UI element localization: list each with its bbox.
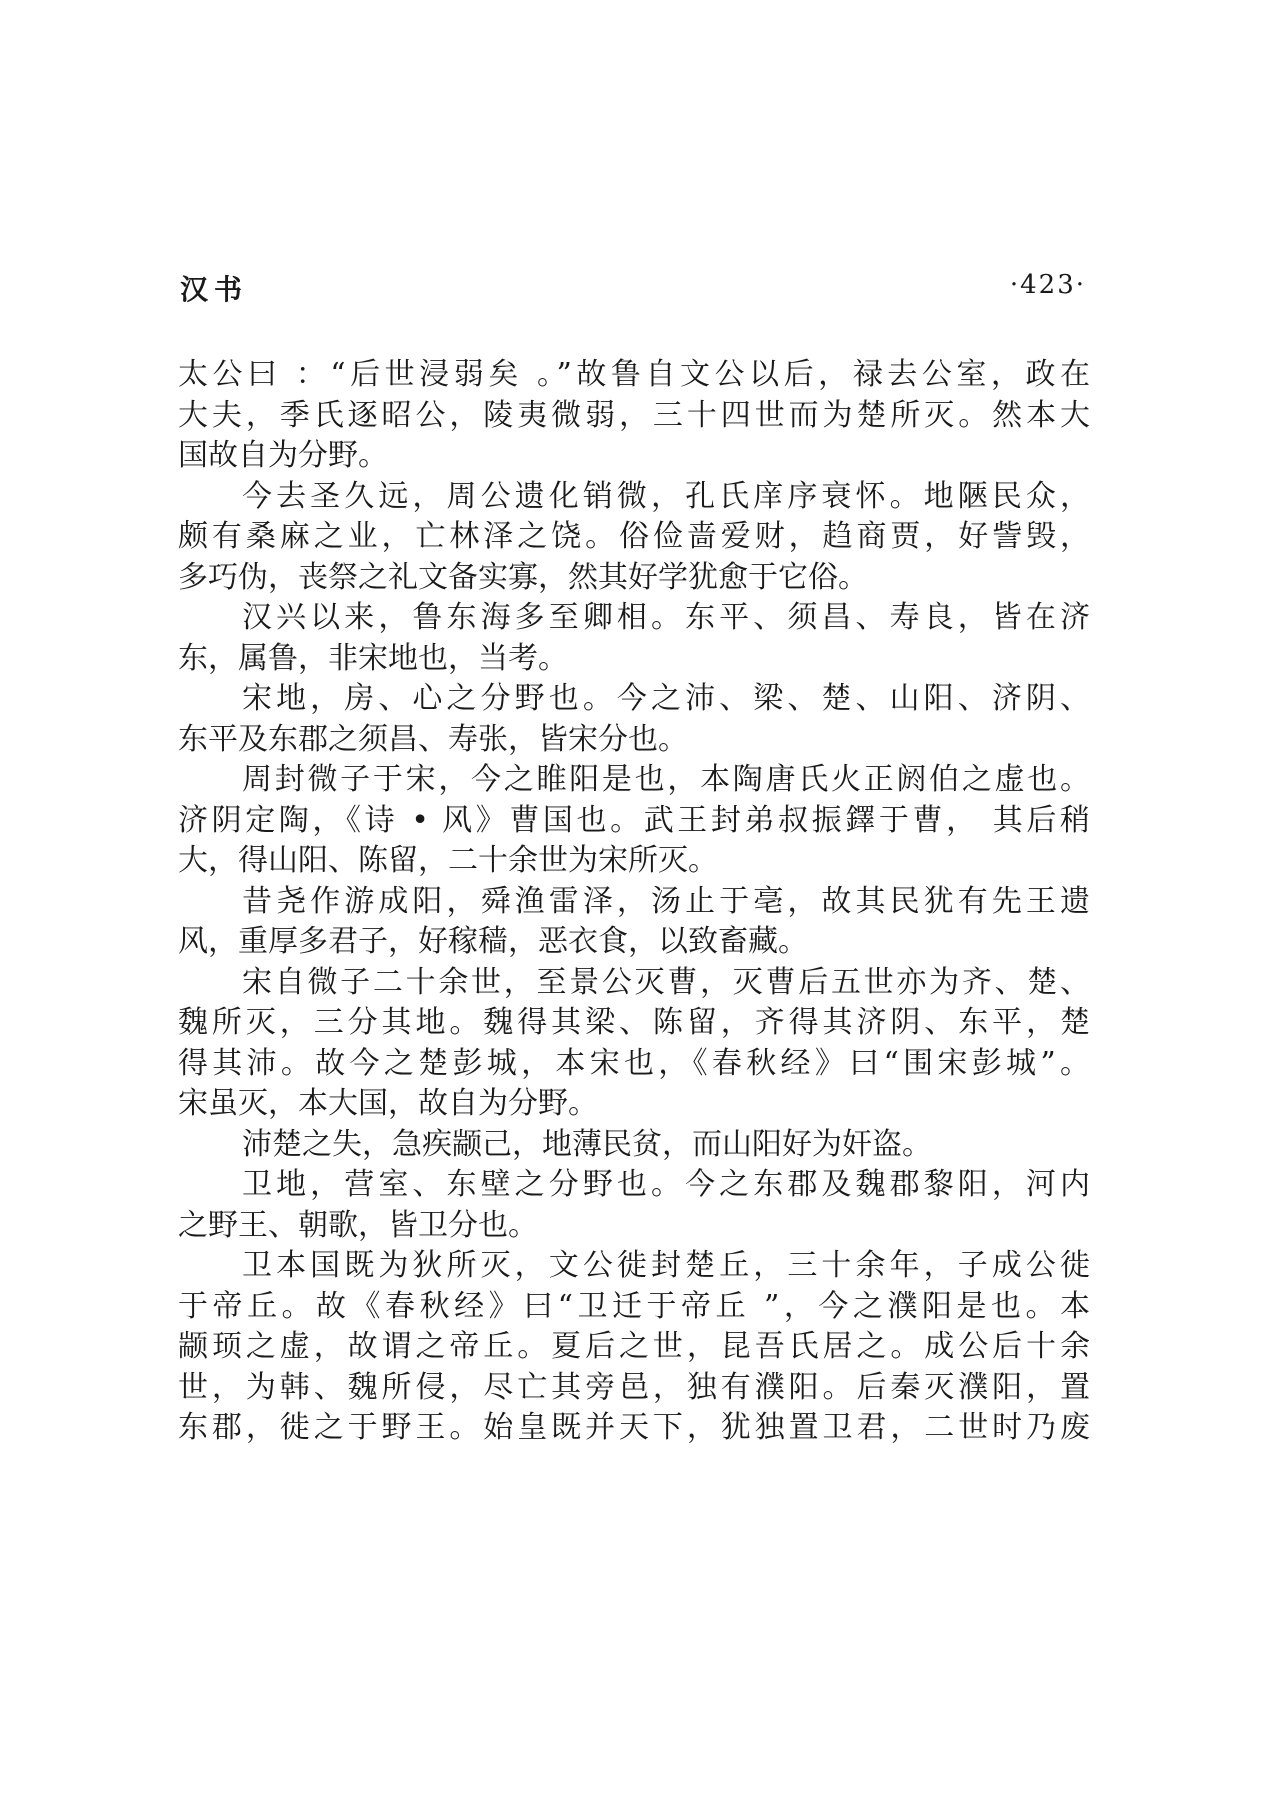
body-text [178, 355, 1090, 1449]
text-line: 国故自为分野。 [178, 438, 388, 473]
text-line: 东，属鲁，非宋地也，当考。 [178, 640, 568, 676]
text-line: 济阴定陶，《诗 • 风》曹国也。武王封弟叔振鐸于曹， 其后稍 [178, 802, 1090, 838]
text-line: 大夫，季氏逐昭公，陵夷微弱，三十四世而为楚所灭。然本大 [178, 397, 1090, 433]
text-line: 周封微子于宋，今之睢阳是也，本陶唐氏火正阏伯之虚也。 [242, 762, 1090, 797]
page-number: ·423· [1009, 270, 1086, 300]
text-line: 大，得山阳、陈留，二十余世为宋所灭。 [178, 843, 718, 878]
text-line: 得其沛。故今之楚彭城，本宋也，《春秋经》曰“围宋彭城”。 [178, 1045, 1090, 1081]
text-line: 昔尧作游成阳，舜渔雷泽，汤止于亳，故其民犹有先王遗 [242, 883, 1090, 919]
text-line: 太公曰 ：“后世浸弱矣 。”故鲁自文公以后，禄去公室，政在 [178, 357, 1090, 392]
text-line: 魏所灭，三分其地。魏得其梁、陈留，齐得其济阴、东平，楚 [178, 1005, 1090, 1040]
text-line: 卫地，营室、东壁之分野也。今之东郡及魏郡黎阳，河内 [242, 1167, 1090, 1202]
text-line: 宋地，房、心之分野也。今之沛、梁、楚、山阳、济阴、 [242, 681, 1090, 716]
text-line: 卫本国既为狄所灭，文公徙封楚丘，三十余年，子成公徙 [242, 1248, 1090, 1283]
text-line: 颛顼之虚，故谓之帝丘。夏后之世，昆吾氏居之。成公后十余 [178, 1329, 1090, 1364]
text-line: 多巧伪，丧祭之礼文备实寡，然其好学犹愈于它俗。 [178, 559, 868, 595]
text-line: 于帝丘。故《春秋经》曰“卫迁于帝丘 ”，今之濮阳是也。本 [178, 1288, 1090, 1324]
text-line: 之野王、朝歌，皆卫分也。 [178, 1207, 538, 1243]
text-line: 世，为韩、魏所侵，尽亡其旁邑，独有濮阳。后秦灭濮阳，置 [178, 1369, 1090, 1405]
text-line: 东平及东郡之须昌、寿张，皆宋分也。 [178, 721, 688, 757]
running-title: 汉书 [180, 273, 249, 306]
text-line: 宋自微子二十余世，至景公灭曹，灭曹后五世亦为齐、楚、 [242, 964, 1090, 1000]
text-line: 宋虽灭，本大国，故自为分野。 [178, 1086, 598, 1121]
text-line: 汉兴以来，鲁东海多至卿相。东平、须昌、寿良，皆在济 [242, 600, 1090, 635]
text-line: 东郡，徙之于野王。始皇既并天下，犹独置卫君，二世时乃废 [178, 1410, 1090, 1445]
page-header [180, 268, 1086, 308]
text-line: 沛楚之失，急疾颛己，地薄民贫，而山阳好为奸盗。 [242, 1126, 932, 1162]
text-line: 风，重厚多君子，好稼穑，恶衣食，以致畜藏。 [178, 924, 808, 959]
text-line: 颇有桑麻之业，亡林泽之饶。俗俭啬爱财，趋商贾，好訾毁， [178, 519, 1090, 554]
text-line: 今去圣久远，周公遗化销微，孔氏庠序衰怀。地陿民众， [242, 478, 1090, 514]
